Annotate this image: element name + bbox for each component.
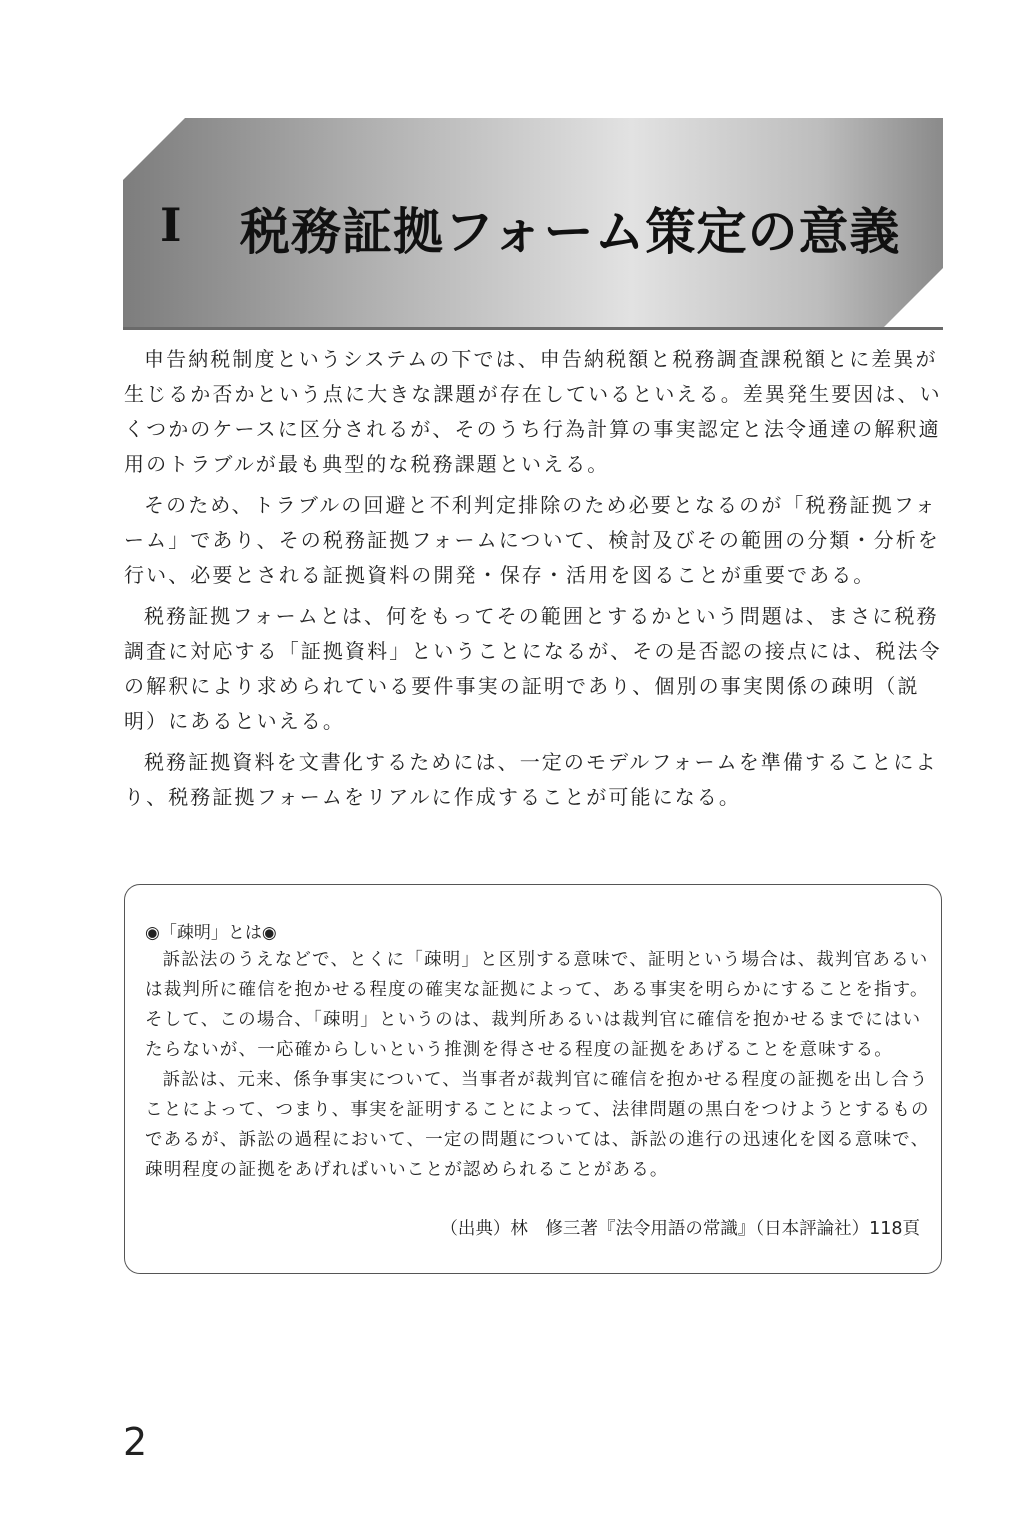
banner-bottom-rule	[123, 327, 943, 330]
banner-corner-bottom-right	[881, 268, 943, 330]
body-paragraph: 税務証拠資料を文書化するためには、一定のモデルフォームを準備することにより、税務証拠フォームをリアルに作成することが可能になる。	[124, 750, 938, 809]
box-paragraph: 訴訟は、元来、係争事実について、当事者が裁判官に確信を抱かせる程度の証拠を出し合うことによって、つまり、事実を証明することによって、法律問題の黒白をつけようとするものであるが、訴訟の過程において、一定の問題については、訴訟の進行の迅速化を図る意味で、疎明程度の証拠をあげればいいことが認められることがある。	[145, 1070, 930, 1180]
source-citation: （出典）林 修三著『法令用語の常識』（日本評論社）118頁	[440, 1219, 920, 1239]
body-text	[124, 342, 944, 821]
banner-corner-top-left	[123, 118, 185, 180]
body-paragraph: そのため、トラブルの回避と不利判定排除のため必要となるのが「税務証拠フォーム」であり、その税務証拠フォームについて、検討及びその範囲の分類・分析を行い、必要とされる証拠資料の開発・保存・活用を図ることが重要である。	[124, 493, 940, 587]
body-paragraph: 申告納税制度というシステムの下では、申告納税額と税務調査課税額とに差異が生じるか否かという点に大きな課題が存在しているといえる。差異発生要因は、いくつかのケースに区分されるが、そのうち行為計算の事実認定と法令通達の解釈適用のトラブルが最も典型的な税務課題といえる。	[124, 347, 942, 476]
chapter-number: I	[160, 198, 182, 252]
chapter-title: 税務証拠フォーム策定の意義	[240, 203, 901, 261]
box-paragraph: 訴訟法のうえなどで、とくに「疎明」と区別する意味で、証明という場合は、裁判官あるいは裁判所に確信を抱かせる程度の確実な証拠によって、ある事実を明らかにすることを指す。そして、この場合、「疎明」というのは、裁判所あるいは裁判官に確信を抱かせるまでにはいたらないが、一応確からしいという推測を得させる程度の証拠をあげることを意味する。	[145, 950, 929, 1060]
page-number: 2	[123, 1420, 148, 1464]
body-paragraph: 税務証拠フォームとは、何をもってその範囲とするかという問題は、まさに税務調査に対応する「証拠資料」ということになるが、その是否認の接点には、税法令の解釈により求められている要件事実の証明であり、個別の事実関係の疎明（説明）にあるといえる。	[124, 604, 942, 733]
definition-box-text	[145, 945, 935, 1185]
definition-box-title: ◉「疎明」とは◉	[145, 923, 277, 943]
